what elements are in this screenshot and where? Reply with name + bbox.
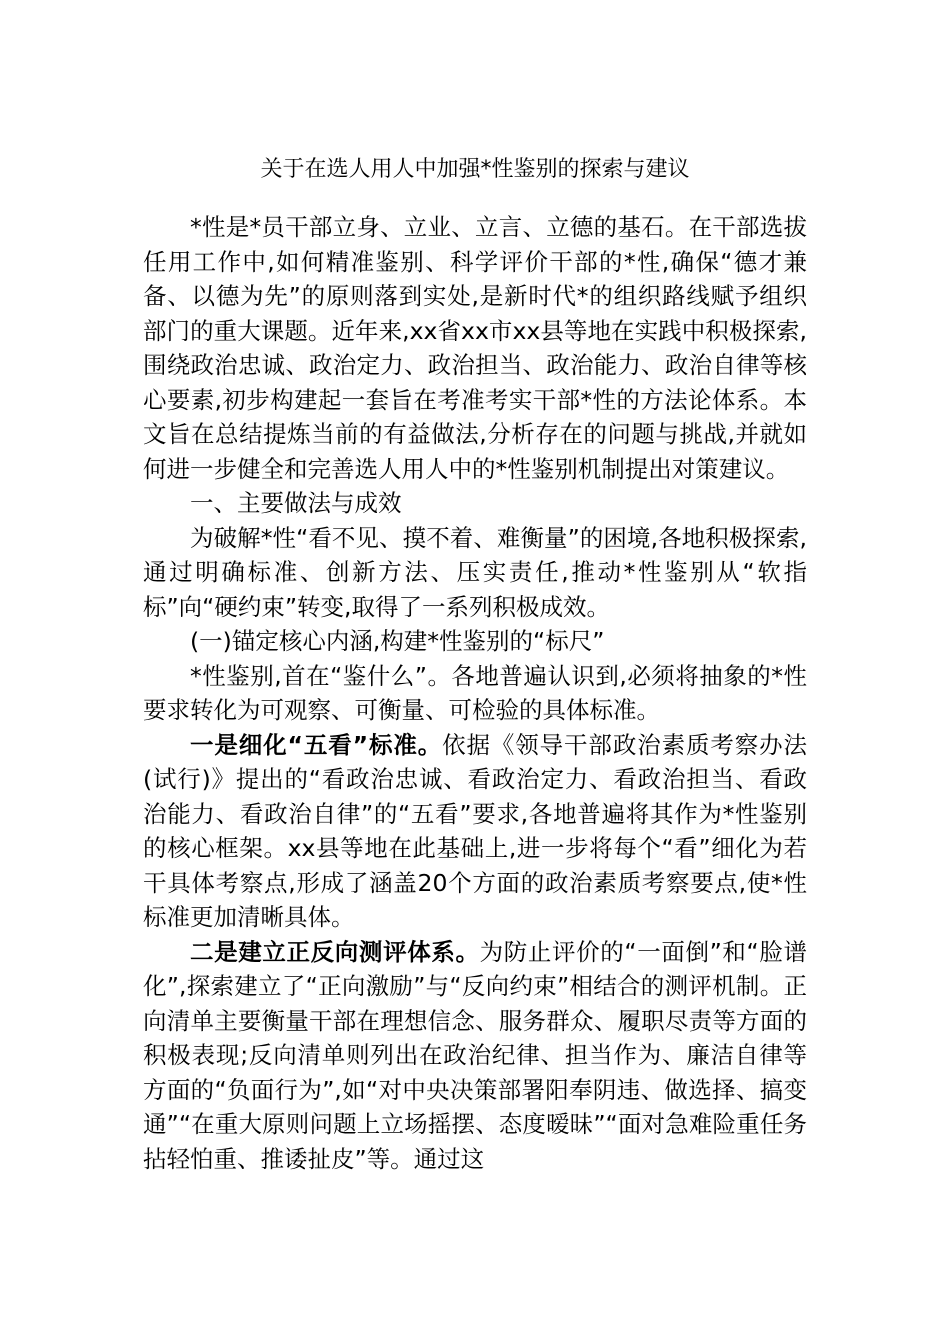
document-title: 关于在选人用人中加强*性鉴别的探索与建议 [260, 157, 690, 182]
paragraph-intro [143, 210, 807, 486]
paragraph-section-1-intro [143, 521, 807, 625]
paragraph-text: 一、主要做法与成效 [190, 489, 402, 517]
paragraph-lead: 一是细化“五看”标准。 [190, 730, 443, 759]
document-page [143, 150, 807, 1176]
paragraph-text: (一)锚定核心内涵,构建*性鉴别的“标尺” [190, 627, 605, 655]
paragraph-lead: 二是建立正反向测评体系。 [190, 937, 480, 966]
paragraph-point-1 [143, 728, 807, 935]
paragraph-text: *性是*员干部立身、立业、立言、立德的基石。在干部选拔任用工作中,如何精准鉴别、科学评价干部的*性,确保“德才兼备、以德为先”的原则落到实处,是新时代*的组织路线赋予组织部门的重大课题。近年来,xx省xx市xx县等地在实践中积极探索,围绕政治忠诚、政治定力、政治担当、政治能力、政治自律等核心要素,初步构建起一套旨在考准考实干部*性的方法论体系。本文旨在总结提炼当前的有益做法,分析存在的问题与挑战,并就如何进一步健全和完善选人用人中的*性鉴别机制提出对策建议。 [143, 213, 807, 483]
paragraph-text: *性鉴别,首在“鉴什么”。各地普遍认识到,必须将抽象的*性要求转化为可观察、可衡量、可检验的具体标准。 [143, 661, 807, 724]
subsection-heading-1 [143, 624, 807, 659]
section-heading-1 [143, 486, 807, 521]
paragraph-text: 为防止评价的“一面倒”和“脸谱化”,探索建立了“正向激励”与“反向约束”相结合的测评机制。正向清单主要衡量干部在理想信念、服务群众、履职尽责等方面的积极表现;反向清单则列出在政治纪律、担当作为、廉洁自律等方面的“负面行为”,如“对中央决策部署阳奉阴违、做选择、搞变通”“在重大原则问题上立场摇摆、态度暧昧”“面对急难险重任务拈轻怕重、推诿扯皮”等。通过这 [143, 937, 808, 1173]
paragraph-point-2 [143, 935, 807, 1177]
paragraph-text: 依据《领导干部政治素质考察办法(试行)》提出的“看政治忠诚、看政治定力、看政治担当、看政治能力、看政治自律”的“五看”要求,各地普遍将其作为*性鉴别的核心框架。xx县等地在此基础上,进一步将每个“看”细化为若干具体考察点,形成了涵盖20个方面的政治素质考察要点,使*性标准更加清晰具体。 [143, 730, 808, 931]
paragraph-subsection-1-intro [143, 659, 807, 728]
paragraph-text: 为破解*性“看不见、摸不着、难衡量”的困境,各地积极探索,通过明确标准、创新方法、压实责任,推动*性鉴别从“软指标”向“硬约束”转变,取得了一系列积极成效。 [143, 523, 807, 621]
